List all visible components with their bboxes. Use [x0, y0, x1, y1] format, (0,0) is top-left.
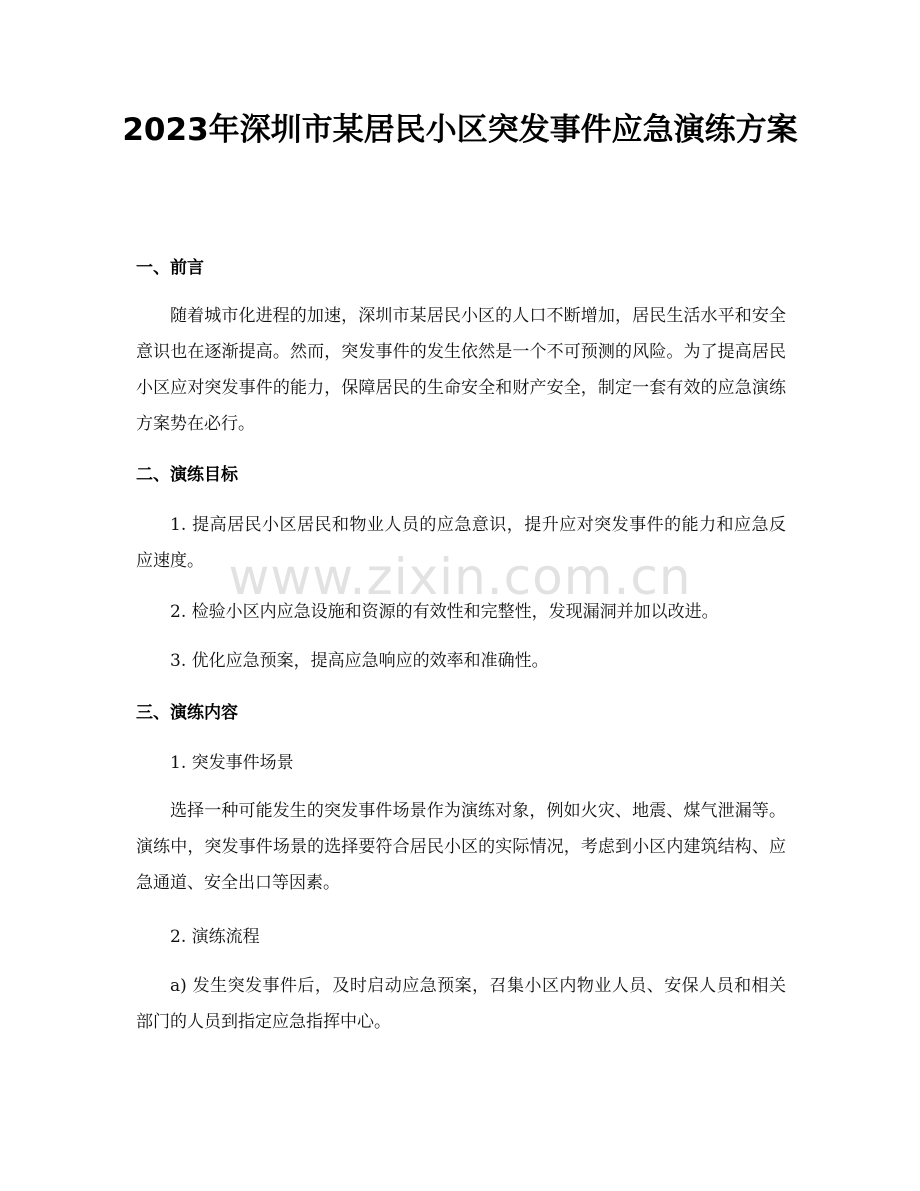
- subheading-scenario: 1. 突发事件场景: [170, 753, 294, 773]
- section-heading-content: 三、演练内容: [136, 703, 238, 723]
- paragraph-process-a: a) 发生突发事件后，及时启动应急预案，召集小区内物业人员、安保人员和相关部门的人员到指定应急指挥中心。: [136, 976, 786, 1032]
- section-heading-preface: 一、前言: [136, 258, 204, 278]
- subheading-process: 2. 演练流程: [170, 927, 260, 947]
- section-heading-goals: 二、演练目标: [136, 465, 238, 485]
- paragraph-goal-3: 3. 优化应急预案，提高应急响应的效率和准确性。: [170, 651, 549, 671]
- paragraph-scenario: 选择一种可能发生的突发事件场景作为演练对象，例如火灾、地震、煤气泄漏等。演练中，突发事件场景的选择要符合居民小区的实际情况，考虑到小区内建筑结构、应急通道、安全出口等因素。: [136, 801, 786, 893]
- paragraph-preface: 随着城市化进程的加速，深圳市某居民小区的人口不断增加，居民生活水平和安全意识也在逐渐提高。然而，突发事件的发生依然是一个不可预测的风险。为了提高居民小区应对突发事件的能力，保障居民的生命安全和财产安全，制定一套有效的应急演练方案势在必行。: [136, 306, 786, 434]
- paragraph-goal-1: 1. 提高居民小区居民和物业人员的应急意识，提升应对突发事件的能力和应急反应速度。: [136, 515, 786, 571]
- watermark-text: www.zixin.com.cn: [228, 548, 692, 606]
- document-title: 2023年深圳市某居民小区突发事件应急演练方案: [122, 112, 798, 148]
- paragraph-goal-2: 2. 检验小区内应急设施和资源的有效性和完整性，发现漏洞并加以改进。: [170, 602, 719, 622]
